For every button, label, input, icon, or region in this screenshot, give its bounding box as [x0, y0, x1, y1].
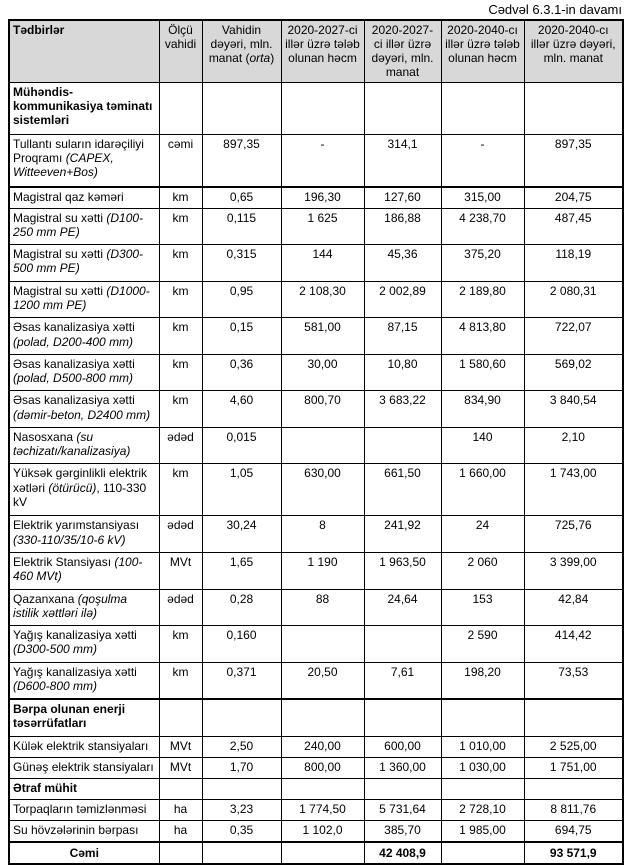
- value-cell: 241,92: [364, 516, 441, 553]
- value-cell: 0,315: [202, 245, 281, 282]
- unit-cell: km: [159, 354, 202, 391]
- table-body: [9, 82, 623, 864]
- label-segment-italic: (D100-250 mm PE): [13, 210, 144, 239]
- unit-cell: [159, 82, 202, 134]
- label-segment: Yüksək gərginlikli elektrik xətləri: [13, 466, 148, 495]
- value-cell: 834,90: [441, 391, 524, 428]
- header-cell-col1: [9, 20, 159, 82]
- label-segment: Mühəndis-kommunikasiya təminatı sistemləri: [13, 84, 153, 127]
- value-cell: 1,65: [202, 552, 281, 589]
- unit-cell: km: [159, 208, 202, 245]
- table-row: [9, 354, 623, 391]
- value-cell: -: [441, 134, 524, 187]
- value-cell: 93 571,9: [524, 842, 623, 864]
- row-label: [9, 134, 159, 187]
- value-cell: [364, 626, 441, 663]
- section-row: [9, 699, 623, 736]
- value-cell: 20,50: [281, 662, 364, 699]
- value-cell: 30,00: [281, 354, 364, 391]
- label-segment: Torpaqların təmizlənməsi: [13, 801, 147, 816]
- section-label: [9, 699, 159, 736]
- value-cell: 2,10: [524, 427, 623, 464]
- unit-cell: MVt: [159, 736, 202, 757]
- table-header: [9, 20, 623, 82]
- header-cell-col3: [202, 20, 281, 82]
- value-cell: 0,371: [202, 662, 281, 699]
- label-segment-italic: (qoşulma istilik xəttləri ilə): [13, 591, 128, 620]
- value-cell: 1 030,00: [441, 757, 524, 778]
- table-row: [9, 662, 623, 699]
- header-cell-col7: [524, 20, 623, 82]
- value-cell: 1 774,50: [281, 799, 364, 820]
- label-segment: Əsas kanalizasiya xətti: [13, 393, 135, 408]
- value-cell: 1 625: [281, 208, 364, 245]
- header-cell-col5: [364, 20, 441, 82]
- section-row: [9, 82, 623, 134]
- value-cell: 3 840,54: [524, 391, 623, 428]
- value-cell: 140: [441, 427, 524, 464]
- label-segment: , 110-330 kV: [13, 480, 147, 509]
- value-cell: 1 010,00: [441, 736, 524, 757]
- row-label: [9, 427, 159, 464]
- value-cell: 42,84: [524, 589, 623, 626]
- value-cell: 8: [281, 516, 364, 553]
- row-label: [9, 626, 159, 663]
- value-cell: 0,65: [202, 187, 281, 209]
- value-cell: 0,36: [202, 354, 281, 391]
- value-cell: 42 408,9: [364, 842, 441, 864]
- value-cell: 314,1: [364, 134, 441, 187]
- value-cell: 3 683,22: [364, 391, 441, 428]
- value-cell: 725,76: [524, 516, 623, 553]
- label-segment-italic: (ötürücü): [48, 480, 97, 495]
- value-cell: 1,05: [202, 464, 281, 516]
- label-segment: 2020-2040-cı illər üzrə dəyəri, mln. manat: [530, 23, 616, 66]
- row-label: [9, 757, 159, 778]
- value-cell: 2 108,30: [281, 281, 364, 318]
- value-cell: [281, 699, 364, 736]
- table-row: [9, 281, 623, 318]
- value-cell: 569,02: [524, 354, 623, 391]
- value-cell: [281, 626, 364, 663]
- label-segment: Magistral qaz kəməri: [13, 189, 124, 204]
- header-cell-col2: [159, 20, 202, 82]
- label-segment: 2020-2027-ci illər üzrə tələb olunan həcm: [285, 23, 360, 66]
- value-cell: 897,35: [202, 134, 281, 187]
- label-segment: Ətraf mühit: [13, 780, 78, 795]
- value-cell: 204,75: [524, 187, 623, 209]
- value-cell: 8 811,76: [524, 799, 623, 820]
- row-label: [9, 208, 159, 245]
- label-segment-italic: (dəmir-beton, D2400 mm): [13, 407, 151, 422]
- value-cell: [281, 842, 364, 864]
- value-cell: 661,50: [364, 464, 441, 516]
- value-cell: 487,45: [524, 208, 623, 245]
- value-cell: [441, 842, 524, 864]
- value-cell: 1 751,00: [524, 757, 623, 778]
- value-cell: 1 963,50: [364, 552, 441, 589]
- label-segment: Cəmi: [69, 845, 99, 860]
- unit-cell: [159, 778, 202, 799]
- value-cell: 1 102,0: [281, 820, 364, 842]
- measures-cost-table: [8, 19, 624, 865]
- table-row: [9, 245, 623, 282]
- label-segment: 2020-2027-ci illər üzrə dəyəri, mln. manat: [371, 23, 434, 80]
- unit-cell: ha: [159, 820, 202, 842]
- label-segment-italic: (polad, D200-400 mm): [13, 334, 134, 349]
- row-label: [9, 516, 159, 553]
- table-row: [9, 187, 623, 209]
- value-cell: 2 002,89: [364, 281, 441, 318]
- value-cell: 375,20: [441, 245, 524, 282]
- value-cell: 2 590: [441, 626, 524, 663]
- value-cell: 5 731,64: [364, 799, 441, 820]
- value-cell: 0,95: [202, 281, 281, 318]
- value-cell: 30,24: [202, 516, 281, 553]
- unit-cell: [159, 699, 202, 736]
- value-cell: 127,60: [364, 187, 441, 209]
- value-cell: 240,00: [281, 736, 364, 757]
- value-cell: 414,42: [524, 626, 623, 663]
- value-cell: 0,15: [202, 318, 281, 355]
- table-row: [9, 552, 623, 589]
- value-cell: 2 060: [441, 552, 524, 589]
- value-cell: [364, 778, 441, 799]
- label-segment: Nasosxana: [13, 429, 77, 444]
- row-label: [9, 464, 159, 516]
- unit-cell: ədəd: [159, 427, 202, 464]
- value-cell: 0,115: [202, 208, 281, 245]
- value-cell: 4,60: [202, 391, 281, 428]
- label-segment-italic: (D300-500 mm PE): [13, 247, 144, 276]
- table-row: [9, 464, 623, 516]
- value-cell: 581,00: [281, 318, 364, 355]
- row-label: [9, 552, 159, 589]
- value-cell: 7,61: [364, 662, 441, 699]
- label-segment: ): [270, 51, 275, 66]
- table-row: [9, 589, 623, 626]
- value-cell: 3,23: [202, 799, 281, 820]
- label-segment-italic: (su təchizatı/kanalizasiya): [13, 429, 131, 459]
- table-row: [9, 208, 623, 245]
- value-cell: 694,75: [524, 820, 623, 842]
- section-row: [9, 778, 623, 799]
- value-cell: 800,00: [281, 757, 364, 778]
- value-cell: 4 238,70: [441, 208, 524, 245]
- table-caption: Cədvəl 6.3.1-in davamı: [488, 2, 622, 17]
- value-cell: [364, 82, 441, 134]
- value-cell: 2 728,10: [441, 799, 524, 820]
- value-cell: 4 813,80: [441, 318, 524, 355]
- value-cell: 1 360,00: [364, 757, 441, 778]
- header-row: [9, 20, 623, 82]
- value-cell: 3 399,00: [524, 552, 623, 589]
- value-cell: 10,80: [364, 354, 441, 391]
- unit-cell: km: [159, 464, 202, 516]
- value-cell: -: [281, 134, 364, 187]
- value-cell: 0,015: [202, 427, 281, 464]
- table-row: [9, 391, 623, 428]
- row-label: [9, 589, 159, 626]
- value-cell: 153: [441, 589, 524, 626]
- label-segment: Su hövzələrinin bərpası: [13, 822, 139, 837]
- label-segment: Elektrik Stansiyası: [13, 554, 115, 569]
- section-label: [9, 778, 159, 799]
- table-row: [9, 799, 623, 820]
- value-cell: 0,35: [202, 820, 281, 842]
- unit-cell: cəmi: [159, 134, 202, 187]
- header-cell-col6: [441, 20, 524, 82]
- row-label: [9, 354, 159, 391]
- unit-cell: km: [159, 318, 202, 355]
- label-segment: Yağış kanalizasiya xətti: [13, 628, 137, 643]
- value-cell: 144: [281, 245, 364, 282]
- label-segment: Ölçü vahidi: [164, 23, 197, 52]
- label-segment: Magistral su xətti: [13, 283, 107, 298]
- row-label: [9, 281, 159, 318]
- value-cell: [202, 699, 281, 736]
- value-cell: 2,50: [202, 736, 281, 757]
- table-row: [9, 427, 623, 464]
- value-cell: 630,00: [281, 464, 364, 516]
- value-cell: 1 190: [281, 552, 364, 589]
- label-segment-italic: (100-460 MVt): [13, 554, 143, 584]
- unit-cell: km: [159, 662, 202, 699]
- label-segment-italic: (CAPEX, Witteeven+Bos): [13, 150, 114, 179]
- value-cell: [281, 427, 364, 464]
- unit-cell: ha: [159, 799, 202, 820]
- unit-cell: km: [159, 245, 202, 282]
- value-cell: [524, 778, 623, 799]
- unit-cell: km: [159, 281, 202, 318]
- label-segment: Əsas kanalizasiya xətti: [13, 356, 135, 371]
- value-cell: [441, 699, 524, 736]
- label-segment: 2020-2040-cı illər üzrə tələb olunan həcm: [445, 23, 520, 66]
- table-row: [9, 736, 623, 757]
- value-cell: [364, 427, 441, 464]
- label-segment-italic: (D1000-1200 mm PE): [13, 283, 150, 312]
- value-cell: 2 189,80: [441, 281, 524, 318]
- value-cell: 88: [281, 589, 364, 626]
- value-cell: 45,36: [364, 245, 441, 282]
- total-row: [9, 842, 623, 864]
- label-segment: Magistral su xətti: [13, 210, 107, 225]
- label-segment-italic: (D600-800 mm): [13, 678, 98, 693]
- label-segment-italic: (D300-500 mm): [13, 642, 98, 657]
- value-cell: 800,70: [281, 391, 364, 428]
- unit-cell: [159, 842, 202, 864]
- value-cell: 196,30: [281, 187, 364, 209]
- value-cell: 1 985,00: [441, 820, 524, 842]
- value-cell: 385,70: [364, 820, 441, 842]
- section-label: [9, 82, 159, 134]
- label-segment: Tədbirlər: [13, 23, 65, 37]
- value-cell: 24: [441, 516, 524, 553]
- row-label: [9, 799, 159, 820]
- table-row: [9, 134, 623, 187]
- value-cell: 0,160: [202, 626, 281, 663]
- row-label: [9, 820, 159, 842]
- label-segment: Külək elektrik stansiyaları: [13, 738, 149, 753]
- value-cell: 24,64: [364, 589, 441, 626]
- label-segment: Elektrik yarımstansiyası: [13, 518, 140, 533]
- value-cell: [281, 82, 364, 134]
- value-cell: 87,15: [364, 318, 441, 355]
- value-cell: 198,20: [441, 662, 524, 699]
- value-cell: 1 743,00: [524, 464, 623, 516]
- value-cell: [441, 778, 524, 799]
- table-row: [9, 757, 623, 778]
- row-label: [9, 662, 159, 699]
- label-segment: Tullantı suların idarəçiliyi Proqramı: [13, 136, 144, 165]
- value-cell: 2 080,31: [524, 281, 623, 318]
- value-cell: [524, 699, 623, 736]
- unit-cell: km: [159, 187, 202, 209]
- value-cell: 600,00: [364, 736, 441, 757]
- value-cell: 73,53: [524, 662, 623, 699]
- header-cell-col4: [281, 20, 364, 82]
- label-segment-italic: (polad, D500-800 mm): [13, 371, 134, 386]
- table-row: [9, 516, 623, 553]
- label-segment: Magistral su xətti: [13, 247, 107, 262]
- unit-cell: km: [159, 626, 202, 663]
- value-cell: 897,35: [524, 134, 623, 187]
- row-label: [9, 736, 159, 757]
- unit-cell: MVt: [159, 757, 202, 778]
- table-row: [9, 318, 623, 355]
- table-row: [9, 820, 623, 842]
- value-cell: [364, 699, 441, 736]
- unit-cell: ədəd: [159, 516, 202, 553]
- value-cell: 2 525,00: [524, 736, 623, 757]
- value-cell: 1,70: [202, 757, 281, 778]
- value-cell: 1 580,60: [441, 354, 524, 391]
- value-cell: [281, 778, 364, 799]
- table-row: [9, 626, 623, 663]
- value-cell: 0,28: [202, 589, 281, 626]
- unit-cell: km: [159, 391, 202, 428]
- label-segment: Günəş elektrik stansiyaları: [13, 759, 154, 774]
- value-cell: 118,19: [524, 245, 623, 282]
- label-segment: Əsas kanalizasiya xətti: [13, 320, 135, 335]
- label-segment-italic: (330-110/35/10-6 kV): [13, 532, 126, 547]
- label-segment: Vahidin dəyəri, mln. manat (: [208, 23, 273, 66]
- label-segment: Yağış kanalizasiya xətti: [13, 664, 137, 679]
- value-cell: [202, 842, 281, 864]
- label-segment-italic: orta: [249, 51, 271, 66]
- value-cell: 1 660,00: [441, 464, 524, 516]
- row-label: [9, 318, 159, 355]
- total-label: [9, 842, 159, 864]
- value-cell: 315,00: [441, 187, 524, 209]
- value-cell: 186,88: [364, 208, 441, 245]
- value-cell: [202, 82, 281, 134]
- value-cell: [202, 778, 281, 799]
- row-label: [9, 187, 159, 209]
- value-cell: [441, 82, 524, 134]
- label-segment: Qazanxana: [13, 591, 78, 606]
- unit-cell: MVt: [159, 552, 202, 589]
- unit-cell: ədəd: [159, 589, 202, 626]
- value-cell: 722,07: [524, 318, 623, 355]
- value-cell: [524, 82, 623, 134]
- label-segment: Bərpa olunan enerji təsərrüfatları: [13, 702, 126, 731]
- row-label: [9, 391, 159, 428]
- row-label: [9, 245, 159, 282]
